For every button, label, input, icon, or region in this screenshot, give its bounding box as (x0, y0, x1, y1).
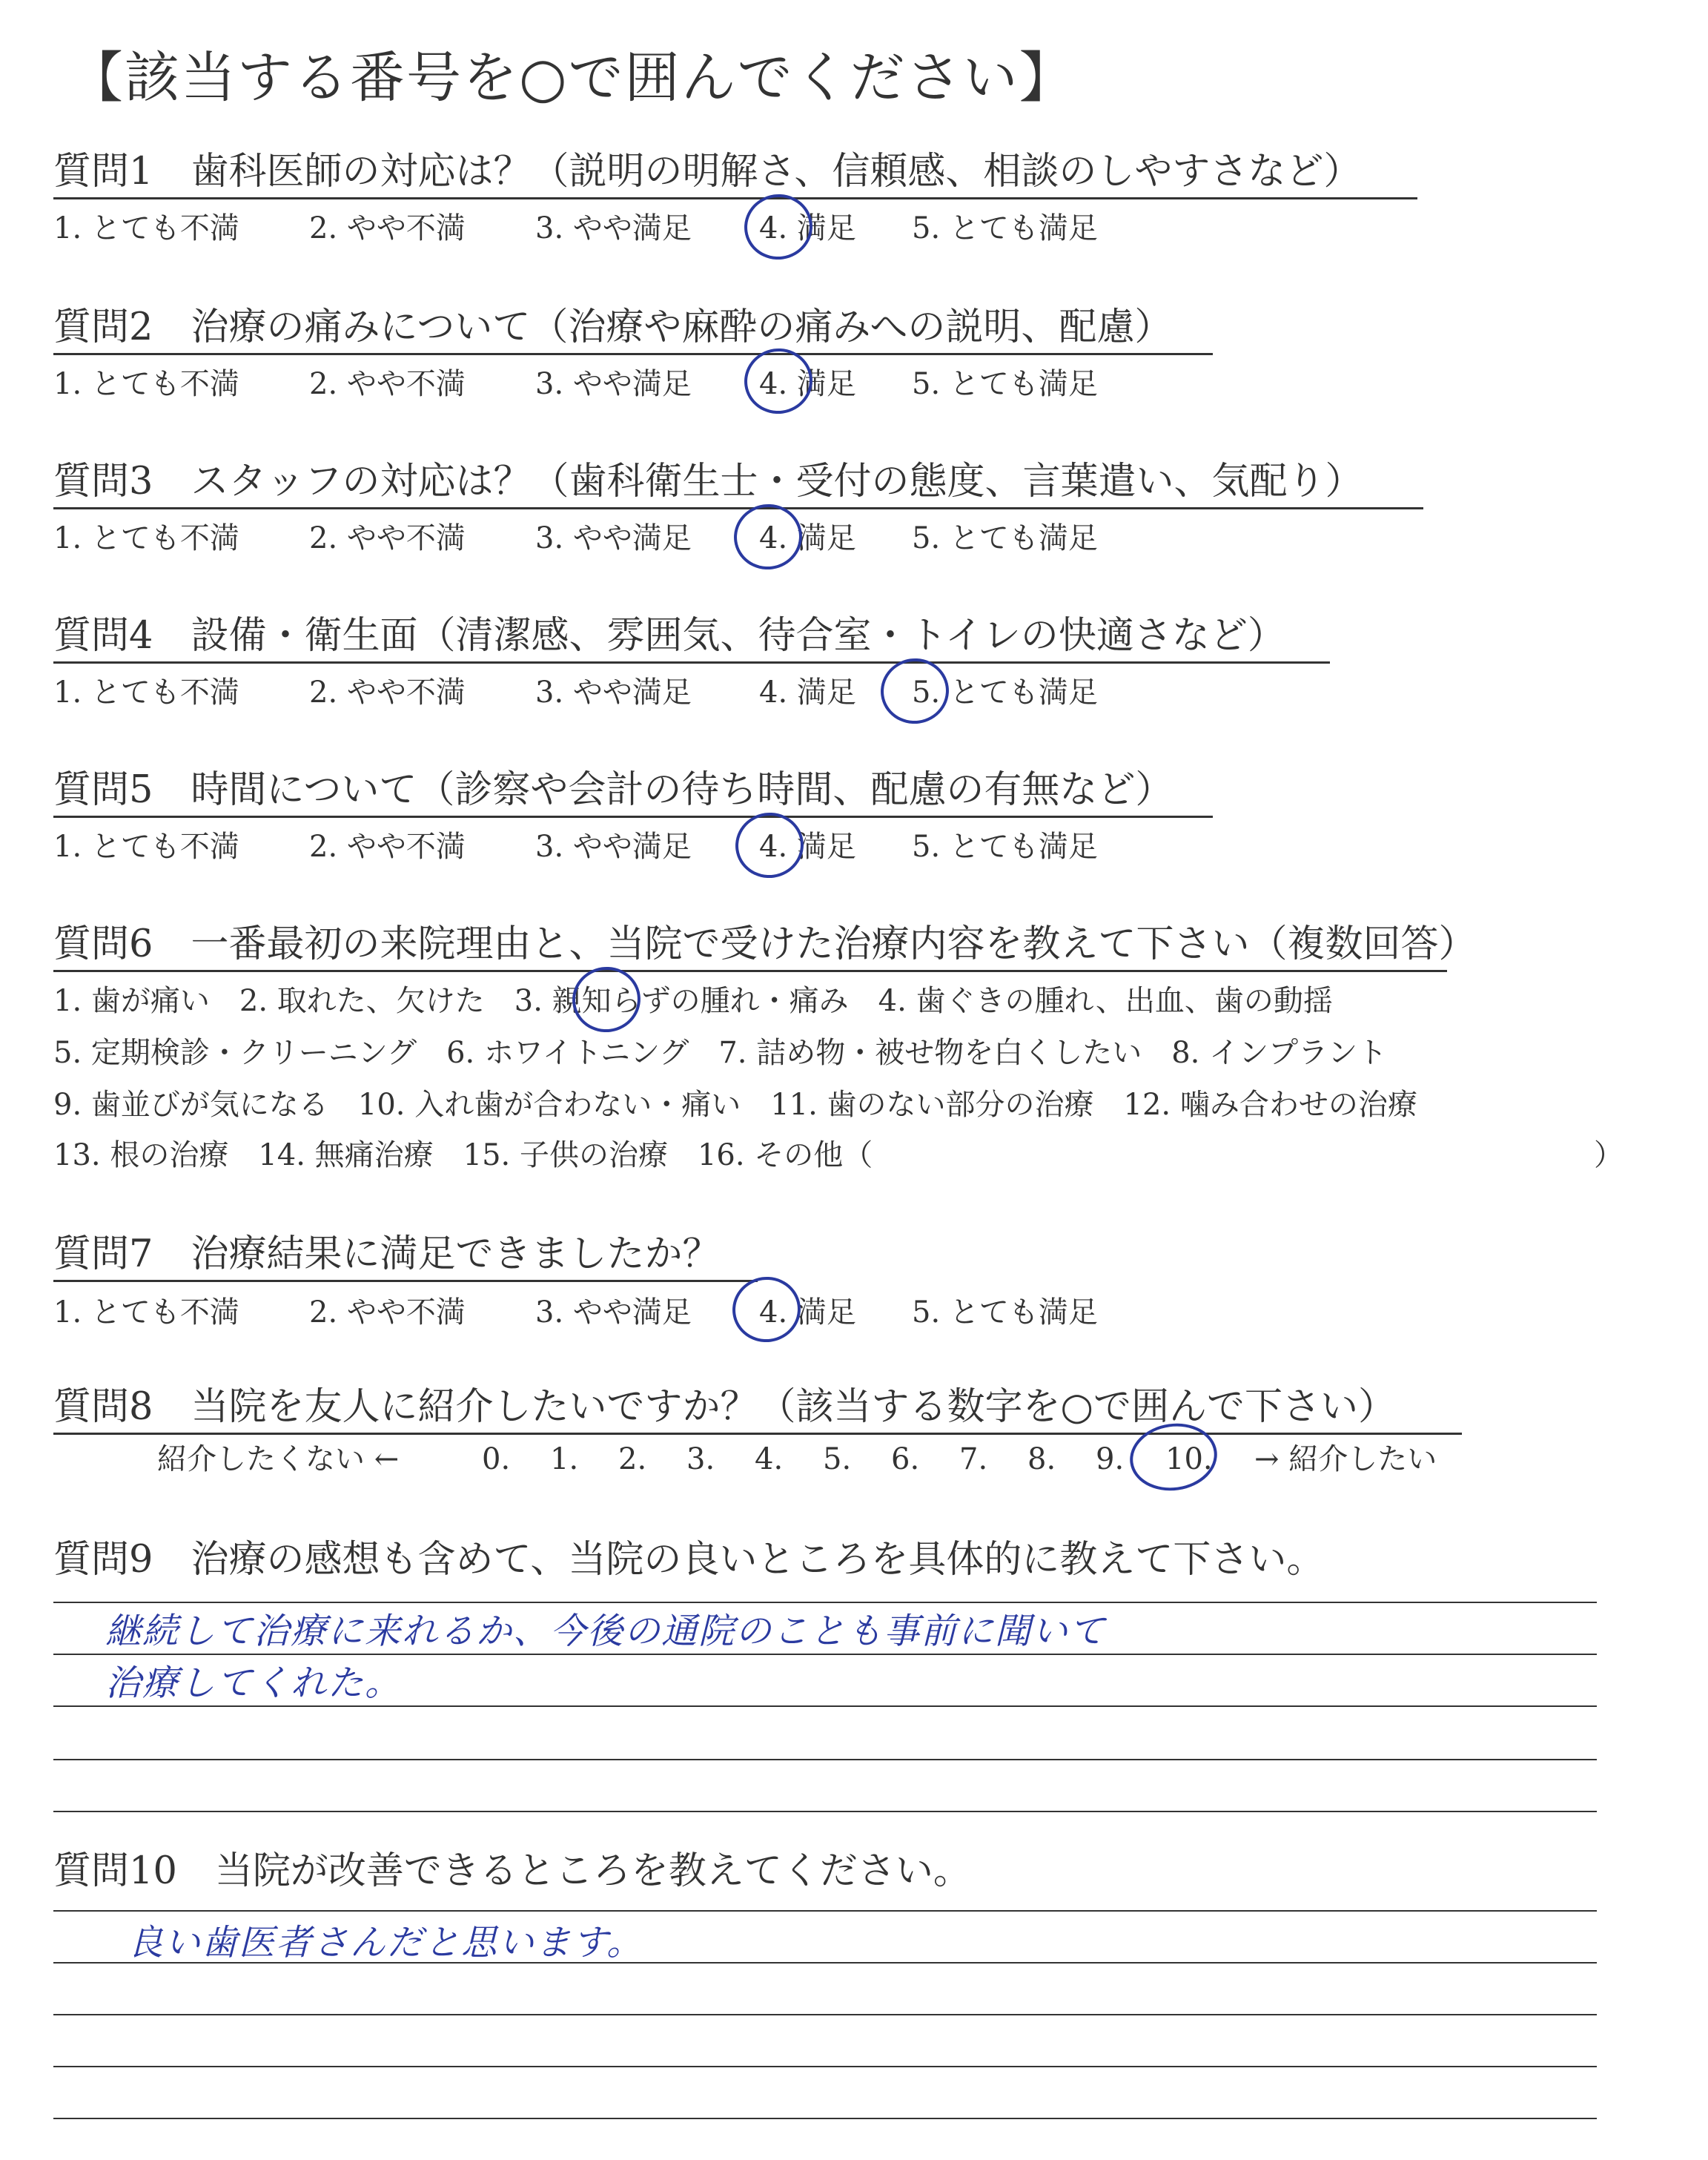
q5-option-1[interactable]: 1. とても不満 (53, 830, 239, 864)
q1-option-1[interactable]: 1. とても不満 (53, 211, 239, 245)
question-6-underline (53, 970, 1447, 972)
q8-scale-5[interactable]: 5. (823, 1442, 852, 1476)
question-3-underline (53, 507, 1423, 509)
q6-options-line-4[interactable]: 13. 根の治療 14. 無痛治療 15. 子供の治療 16. その他（ (53, 1138, 873, 1172)
answer-ruled-line (53, 2066, 1597, 2067)
answer-ruled-line (53, 1910, 1597, 1912)
q7-option-3[interactable]: 3. やや満足 (535, 1295, 692, 1330)
q8-scale-8[interactable]: 8. (1027, 1442, 1056, 1476)
answer-circle (731, 808, 807, 882)
question-2-title: 質問2 治療の痛みについて（治療や麻酔の痛みへの説明、配慮） (53, 305, 1173, 349)
q8-scale (53, 1439, 1684, 1483)
q9-handwritten-answer-line-1[interactable]: 継続して治療に来れるか、今後の通院のことも事前に聞いて (105, 1611, 1107, 1652)
q2-option-4[interactable]: 4. 満足 (759, 367, 856, 401)
q5-option-3[interactable]: 3. やや満足 (535, 830, 692, 864)
answer-ruled-line (53, 1705, 1597, 1707)
question-6-title: 質問6 一番最初の来院理由と、当院で受けた治療内容を教えて下さい（複数回答） (53, 922, 1477, 966)
q1-option-4[interactable]: 4. 満足 (759, 211, 856, 245)
question-7-underline (53, 1280, 758, 1282)
answer-ruled-line (53, 1602, 1597, 1603)
q8-scale-4[interactable]: 4. (755, 1442, 784, 1476)
q7-option-5[interactable]: 5. とても満足 (912, 1295, 1098, 1330)
q3-option-1[interactable]: 1. とても不満 (53, 521, 239, 555)
question-2-underline (53, 353, 1213, 355)
q7-option-1[interactable]: 1. とても不満 (53, 1295, 239, 1330)
question-1-title: 質問1 歯科医師の対応は？（説明の明解さ、信頼感、相談のしやすさなど） (53, 150, 1362, 194)
answer-ruled-line (53, 2118, 1597, 2119)
q6-other-closing: ） (1594, 1138, 1623, 1172)
answer-circle (568, 962, 644, 1037)
q8-scale-1[interactable]: 1. (550, 1442, 579, 1476)
question-4-title: 質問4 設備・衛生面（清潔感、雰囲気、待合室・トイレの快適さなど） (53, 614, 1285, 658)
q8-scale-7[interactable]: 7. (959, 1442, 988, 1476)
q8-scale-9[interactable]: 9. (1096, 1442, 1125, 1476)
q2-option-2[interactable]: 2. やや不満 (309, 367, 466, 401)
question-9-title: 質問9 治療の感想も含めて、当院の良いところを具体的に教えて下さい。 (53, 1538, 1325, 1582)
q8-scale-2[interactable]: 2. (618, 1442, 647, 1476)
q3-option-4[interactable]: 4. 満足 (759, 521, 856, 555)
answer-ruled-line (53, 1811, 1597, 1812)
q6-options-line-1[interactable]: 1. 歯が痛い 2. 取れた、欠けた 3. 親知らずの腫れ・痛み 4. 歯ぐきの腫れ、出血、歯の動揺 (53, 984, 1333, 1018)
q8-scale-3[interactable]: 3. (686, 1442, 715, 1476)
q6-options-line-2[interactable]: 5. 定期検診・クリーニング 6. ホワイトニング 7. 詰め物・被せ物を白くしたい 8. インプラント (53, 1036, 1388, 1070)
q5-option-5[interactable]: 5. とても満足 (912, 830, 1098, 864)
answer-ruled-line (53, 1759, 1597, 1760)
answer-circle (729, 500, 806, 574)
question-5-title: 質問5 時間について（診察や会計の待ち時間、配慮の有無など） (53, 768, 1174, 812)
q8-left-label: 紹介したくない ← (157, 1442, 400, 1476)
q1-option-3[interactable]: 3. やや満足 (535, 211, 692, 245)
q5-option-4[interactable]: 4. 満足 (759, 830, 856, 864)
q1-option-5[interactable]: 5. とても満足 (912, 211, 1098, 245)
question-3-title: 質問3 スタッフの対応は？（歯科衛生士・受付の態度、言葉遣い、気配り） (53, 460, 1363, 503)
q2-option-5[interactable]: 5. とても満足 (912, 367, 1098, 401)
q2-option-1[interactable]: 1. とても不満 (53, 367, 239, 401)
q7-option-2[interactable]: 2. やや不満 (309, 1295, 466, 1330)
q3-option-2[interactable]: 2. やや不満 (309, 521, 466, 555)
question-8-underline (53, 1433, 1462, 1435)
answer-ruled-line (53, 2014, 1597, 2015)
answer-circle (740, 344, 816, 418)
q1-option-2[interactable]: 2. やや不満 (309, 211, 466, 245)
q3-option-5[interactable]: 5. とても満足 (912, 521, 1098, 555)
q2-option-3[interactable]: 3. やや満足 (535, 367, 692, 401)
q3-option-3[interactable]: 3. やや満足 (535, 521, 692, 555)
question-7-title: 質問7 治療結果に満足できましたか？ (53, 1232, 721, 1276)
q4-option-5[interactable]: 5. とても満足 (912, 676, 1098, 710)
q8-scale-6[interactable]: 6. (891, 1442, 920, 1476)
q4-option-1[interactable]: 1. とても不満 (53, 676, 239, 710)
question-1-underline (53, 197, 1417, 199)
q10-handwritten-answer-line-1[interactable]: 良い歯医者さんだと思います。 (128, 1922, 644, 1964)
page-title: 【該当する番号を○で囲んでください】 (68, 46, 1076, 110)
q8-right-label: → 紹介したい (1254, 1442, 1437, 1476)
question-5-underline (53, 816, 1213, 818)
q8-scale-0[interactable]: 0. (482, 1442, 511, 1476)
question-10-title: 質問10 当院が改善できるところを教えてください。 (53, 1849, 971, 1893)
answer-circle (728, 1272, 804, 1347)
q5-option-2[interactable]: 2. やや不満 (309, 830, 466, 864)
q4-option-3[interactable]: 3. やや満足 (535, 676, 692, 710)
q9-handwritten-answer-line-2[interactable]: 治療してくれた。 (105, 1662, 403, 1704)
question-8-title: 質問8 当院を友人に紹介したいですか？（該当する数字を○で囲んで下さい） (53, 1385, 1396, 1429)
answer-circle (876, 654, 953, 728)
q7-option-4[interactable]: 4. 満足 (759, 1295, 856, 1330)
question-4-underline (53, 661, 1330, 664)
q8-scale-10[interactable]: 10. (1165, 1442, 1213, 1476)
q4-option-4[interactable]: 4. 満足 (759, 676, 856, 710)
q4-option-2[interactable]: 2. やや不満 (309, 676, 466, 710)
answer-ruled-line (53, 1654, 1597, 1655)
q6-options-line-3[interactable]: 9. 歯並びが気になる 10. 入れ歯が合わない・痛い 11. 歯のない部分の治療 12. 噛み合わせの治療 (53, 1088, 1417, 1122)
answer-circle (740, 190, 816, 264)
